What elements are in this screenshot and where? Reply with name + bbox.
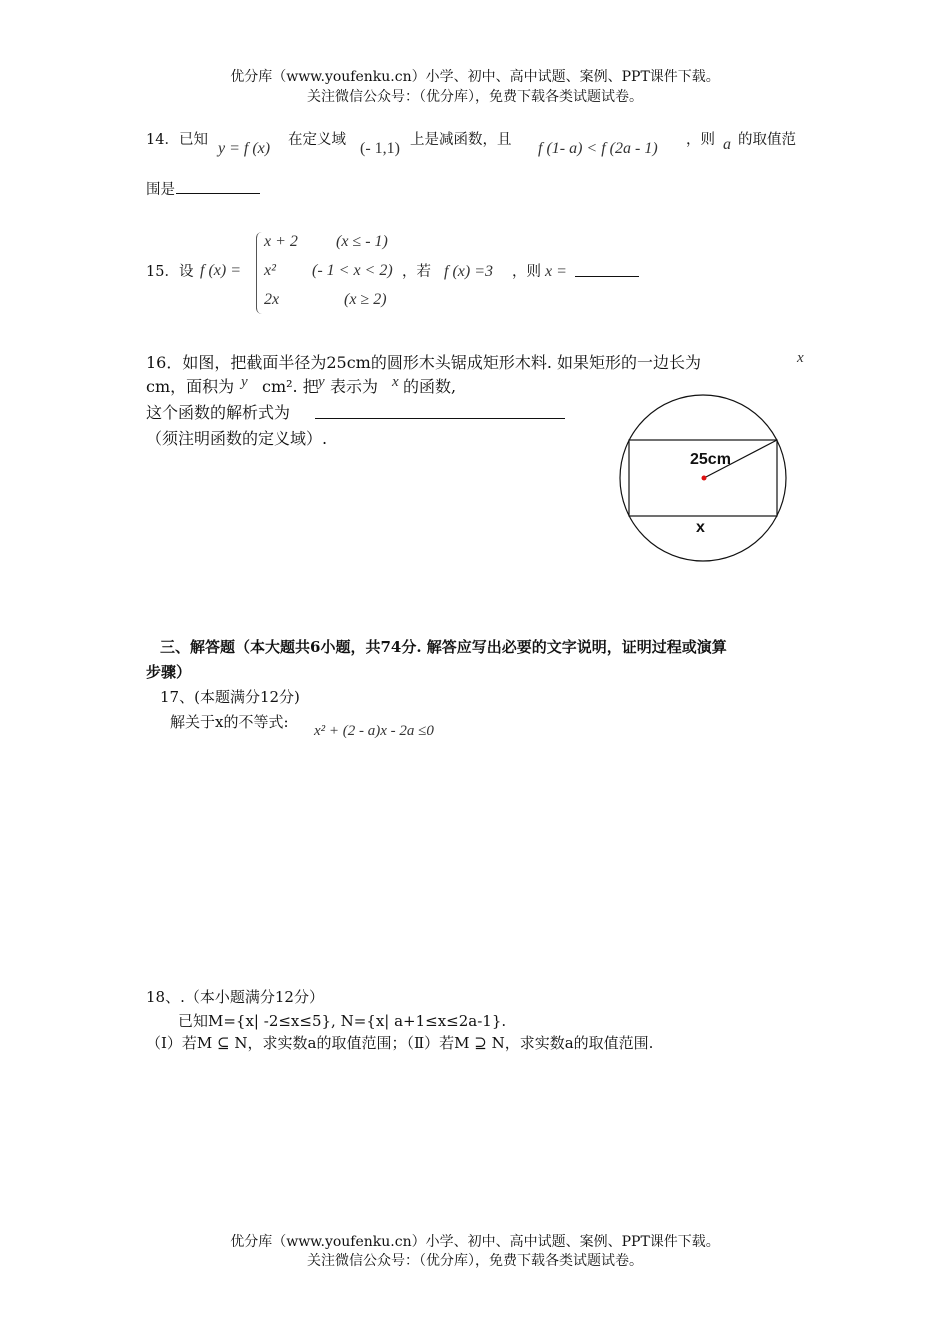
q14-answer-blank[interactable]	[176, 179, 260, 194]
section3-title-2: 步骤）	[146, 663, 192, 681]
header-line-2: 关注微信公众号：（优分库），免费下载各类试题试卷。	[307, 89, 643, 105]
q18-heading: 18、.（本小题满分12分）	[146, 988, 324, 1006]
q16-line-3: 这个函数的解析式为	[146, 403, 291, 422]
q16-line-1: 16．如图，把截面半径为25cm的圆形木头锯成矩形木料. 如果矩形的一边长为	[146, 353, 702, 372]
q16-var-x: x	[797, 350, 804, 366]
q15-text-1: ，若	[402, 264, 431, 280]
q16-line-4: （须注明函数的定义域）.	[146, 429, 328, 448]
q17-heading: 17、(本题满分12分)	[160, 688, 300, 706]
q15-case2-expr: x²	[264, 262, 276, 279]
center-dot	[702, 476, 707, 481]
q15-case3-expr: 2x	[264, 291, 280, 308]
q14-text-5: 围是	[146, 182, 175, 198]
q17-inequality: x² + (2 - a)x - 2a ≤0	[314, 723, 434, 739]
q14-text-1: 在定义域	[288, 132, 346, 148]
header-line-1: 优分库（www.youfenku.cn）小学、初中、高中试题、案例、PPT课件下载。	[230, 69, 720, 85]
q15-text-2: ，则	[512, 264, 541, 280]
q17-text: 解关于x的不等式:	[170, 713, 289, 731]
q14-domain: (- 1,1)	[360, 140, 400, 157]
q14-text-2: 上是减函数，且	[410, 132, 512, 148]
q16-line-2d: 的函数,	[403, 377, 457, 396]
q16-var-x-2: x	[392, 374, 399, 390]
q14-function: y = f (x)	[218, 140, 271, 157]
section3-title: 三、解答题（本大题共6小题，共74分. 解答应写出必要的文字说明，证明过程或演算	[160, 638, 727, 656]
q16-figure	[612, 388, 794, 570]
q15-number: 15．设	[146, 264, 194, 280]
q16-var-y-2: y	[318, 374, 325, 390]
q14-number: 14．已知	[146, 132, 208, 148]
q16-line-2c: 表示为	[330, 377, 379, 396]
q15-case1-expr: x + 2	[264, 233, 298, 250]
q16-line-2b: cm². 把	[262, 377, 319, 396]
radius-label: 25cm	[690, 451, 731, 468]
footer-line-2: 关注微信公众号：（优分库），免费下载各类试题试卷。	[307, 1253, 643, 1269]
q15-lhs: f (x) =	[200, 262, 241, 279]
q15-brace	[256, 232, 263, 314]
q14-text-4: 的取值范	[738, 132, 796, 148]
q15-case1-cond: (x ≤ - 1)	[336, 233, 388, 250]
q15-case2-cond: (- 1 < x < 2)	[312, 262, 393, 279]
footer-line-1: 优分库（www.youfenku.cn）小学、初中、高中试题、案例、PPT课件下载。	[230, 1234, 720, 1250]
q18-parts: （Ⅰ）若M ⊆ N，求实数a的取值范围；（Ⅱ）若M ⊇ N，求实数a的取值范围.	[146, 1034, 654, 1052]
q15-case3-cond: (x ≥ 2)	[344, 291, 387, 308]
side-label: x	[696, 519, 705, 536]
q16-line-2a: cm，面积为	[146, 377, 235, 396]
q15-answer-label: x =	[545, 263, 567, 280]
q16-answer-blank[interactable]	[315, 402, 565, 419]
q15-condition: f (x) =3	[444, 263, 493, 280]
q15-answer-blank[interactable]	[575, 263, 639, 277]
q18-given: 已知M={x| -2≤x≤5}, N={x| a+1≤x≤2a-1}.	[178, 1012, 507, 1030]
q14-var-a: a	[723, 136, 731, 153]
q16-var-y: y	[241, 374, 248, 390]
q14-text-3: ，则	[686, 132, 715, 148]
q14-inequality: f (1- a) < f (2a - 1)	[538, 140, 658, 157]
